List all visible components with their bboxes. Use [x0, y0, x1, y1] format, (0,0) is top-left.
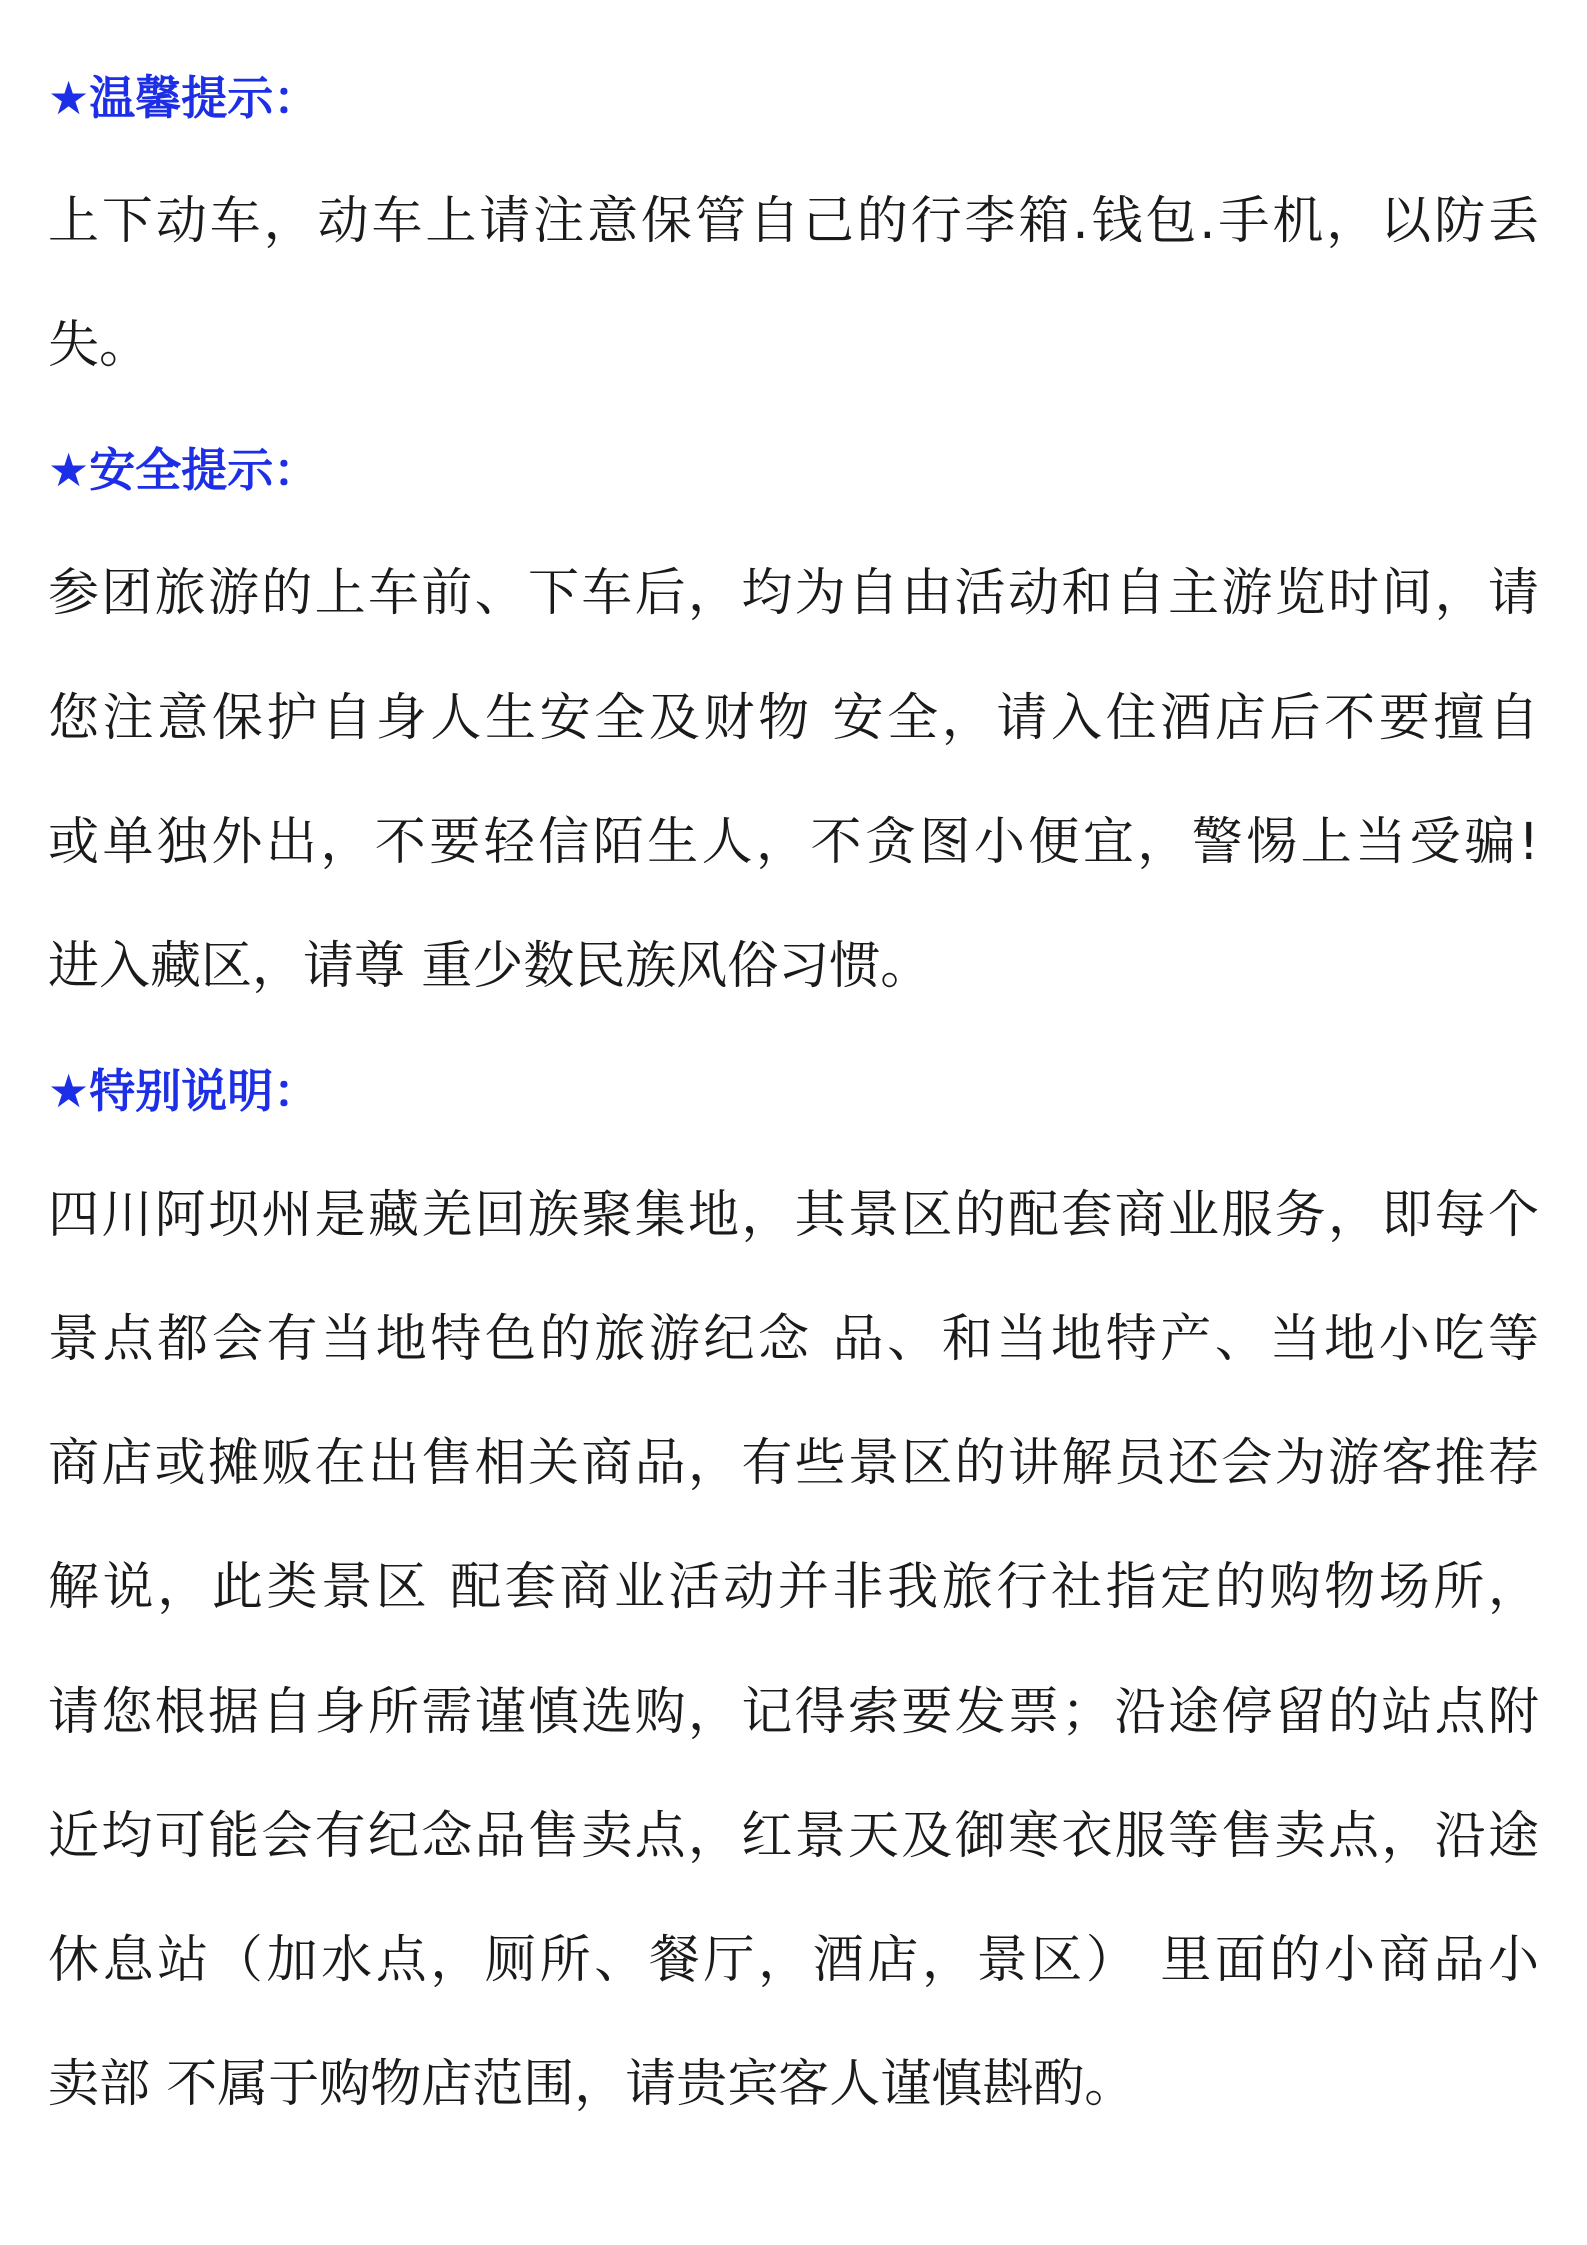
section-heading-reminder: ★温馨提示： — [48, 71, 320, 125]
special-line-1: 四川阿坝州是藏羌回族聚集地，其景区的配套商业服务，即每个 — [48, 1186, 1542, 1245]
section-heading-special: ★特别说明： — [48, 1064, 320, 1118]
special-line-3: 商店或摊贩在出售相关商品，有些景区的讲解员还会为游客推荐 — [48, 1434, 1542, 1493]
safety-line-2: 您注意保护自身人生安全及财物 安全，请入住酒店后不要擅自 — [48, 689, 1543, 748]
special-line-4: 解说，此类景区 配套商业活动并非我旅行社指定的购物场所， — [48, 1558, 1543, 1617]
special-line-6: 近均可能会有纪念品售卖点，红景天及御寒衣服等售卖点，沿途 — [48, 1807, 1542, 1866]
reminder-line-2: 失。 — [48, 316, 151, 375]
special-line-8: 卖部 不属于购物店范围，请贵宾客人谨慎斟酌。 — [48, 2055, 1136, 2114]
special-line-7: 休息站（加水点，厕所、餐厅，酒店，景区） 里面的小商品小 — [48, 1931, 1543, 1990]
safety-line-3: 或单独外出，不要轻信陌生人，不贪图小便宜，警惕上当受骗! — [48, 813, 1543, 872]
reminder-line-1: 上下动车，动车上请注意保管自己的行李箱.钱包.手机，以防丢 — [48, 192, 1542, 251]
safety-line-1: 参团旅游的上车前、下车后，均为自由活动和自主游览时间，请 — [48, 564, 1542, 623]
safety-line-4: 进入藏区，请尊 重少数民族风俗习惯。 — [48, 937, 932, 996]
special-line-5: 请您根据自身所需谨慎选购，记得索要发票；沿途停留的站点附 — [48, 1683, 1542, 1742]
special-line-2: 景点都会有当地特色的旅游纪念 品、和当地特产、当地小吃等 — [48, 1310, 1543, 1369]
section-heading-safety: ★安全提示： — [48, 443, 320, 497]
